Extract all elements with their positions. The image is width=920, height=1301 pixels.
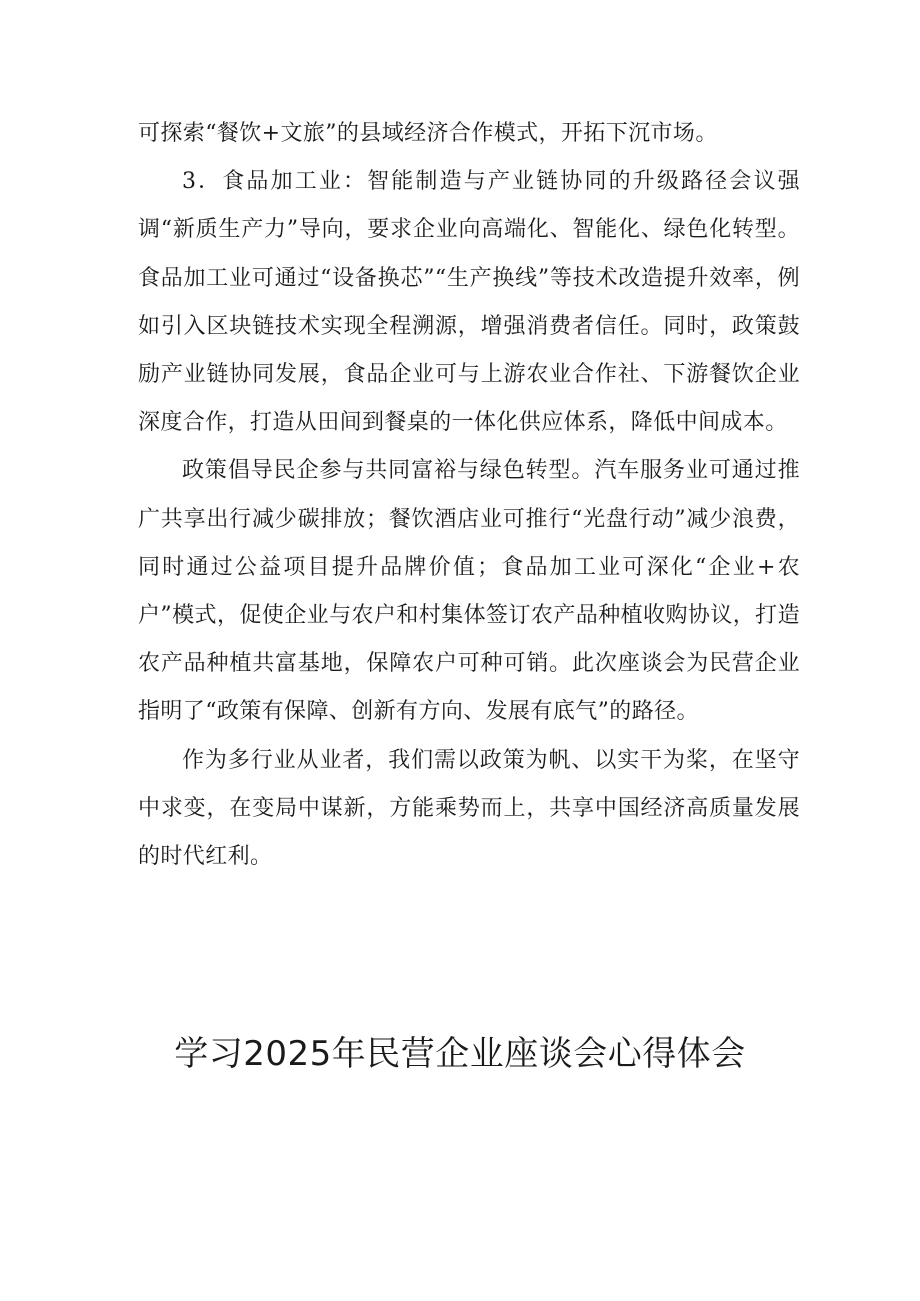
paragraph-common-prosperity: 政策倡导民企参与共同富裕与绿色转型。汽车服务业可通过推广共享出行减少碳排放；餐饮酒店业可推行“光盘行动”减少浪费，同时通过公益项目提升品牌价值；食品加工业可深化“企业+农户”模式，促使企业与农户和村集体签订农产品种植收购协议，打造农产品种植共富基地，保障农户可种可销。此次座谈会为民营企业指明了“政策有保障、创新有方向、发展有底气”的路径。 [138, 458, 800, 725]
paragraph-continuation: 可探索“餐饮+文旅”的县域经济合作模式，开拓下沉市场。 [138, 121, 718, 146]
paragraph-food-processing: 3．食品加工业：智能制造与产业链协同的升级路径会议强调“新质生产力”导向，要求企业向高端化、智能化、绿色化转型。食品加工业可通过“设备换芯”“生产换线”等技术改造提升效率，例如引入区块链技术实现全程溯源，增强消费者信任。同时，政策鼓励产业链协同发展，食品企业可与上游农业合作社、下游餐饮企业深度合作，打造从田间到餐桌的一体化供应体系，降低中间成本。 [138, 169, 800, 436]
section-title: 学习2025年民营企业座谈会心得体会 [174, 1034, 746, 1074]
paragraph-conclusion: 作为多行业从业者，我们需以政策为帆、以实干为桨，在坚守中求变，在变局中谋新，方能乘势而上，共享中国经济高质量发展的时代红利。 [138, 747, 800, 870]
document-body [138, 110, 800, 881]
